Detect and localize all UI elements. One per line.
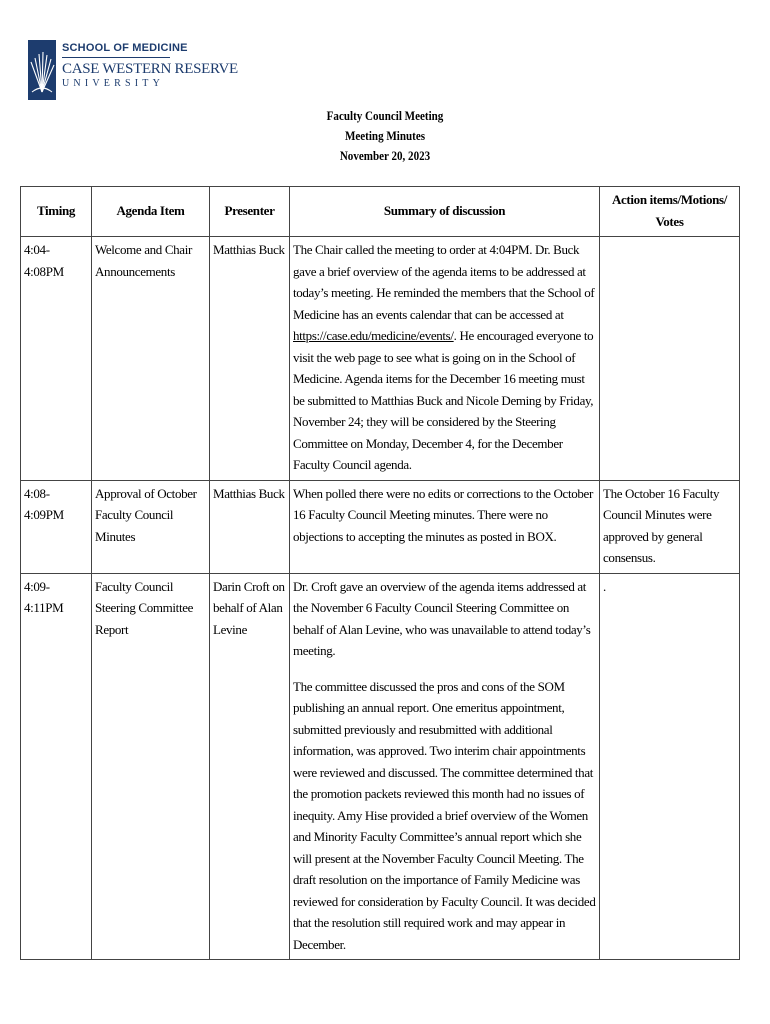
row-summary: When polled there were no edits or corrections to the October 16 Faculty Council Meeting minutes. There were no objections to accepting the minutes as posted in BOX.: [290, 480, 600, 573]
row-summary: [290, 237, 600, 481]
summary-paragraph: The committee discussed the pros and cons of the SOM publishing an annual report. One emeritus appointment, submitted previously and resubmitted with additional information, was approved. Two interim chair appointments were reviewed and discussed. The committee determined that the promotion packets reviewed this month had no issues of inequity. Amy Hise provided a brief overview of the Women and Minority Faculty Committee’s annual report which she will present at the November Faculty Council Meeting. The draft resolution on the importance of Family Medicine was reviewed for consideration by Faculty Council. It was decided that the resolution still required work and may appear in December.: [293, 678, 596, 952]
row-timing: 4:09-4:11PM: [21, 573, 92, 960]
row-summary: [290, 573, 600, 960]
row-timing: 4:04-4:08PM: [21, 237, 92, 481]
logo-school-name: SCHOOL OF MEDICINE: [62, 42, 188, 54]
school-logo: [28, 40, 238, 100]
summary-paragraph: Dr. Croft gave an overview of the agenda items addressed at the November 6 Faculty Council Steering Committee on behalf of Alan Levine, who was unavailable to attend today’s meeting.: [293, 578, 591, 658]
meeting-date: November 20, 2023: [339, 148, 431, 163]
table-row: [21, 237, 740, 481]
row-agenda-item: Faculty Council Steering Committee Report: [92, 573, 210, 960]
header-presenter: Presenter: [210, 187, 290, 237]
row-presenter: Darin Croft on behalf of Alan Levine: [210, 573, 290, 960]
meeting-title: Faculty Council Meeting: [326, 108, 444, 123]
row-action-items: The October 16 Faculty Council Minutes were approved by general consensus.: [600, 480, 740, 573]
document-heading: [0, 106, 770, 166]
table-row: [21, 573, 740, 960]
events-calendar-link[interactable]: https://case.edu/medicine/events/: [293, 328, 454, 343]
row-timing: 4:08-4:09PM: [21, 480, 92, 573]
table-row: [21, 480, 740, 573]
header-action-items: Action items/Motions/ Votes: [600, 187, 740, 237]
row-agenda-item: Welcome and Chair Announcements: [92, 237, 210, 481]
header-timing: Timing: [21, 187, 92, 237]
row-action-items: .: [600, 573, 740, 960]
logo-emblem-icon: [28, 40, 56, 100]
header-summary: Summary of discussion: [290, 187, 600, 237]
header-agenda-item: Agenda Item: [92, 187, 210, 237]
row-presenter: Matthias Buck: [210, 480, 290, 573]
table-header-row: [21, 187, 740, 237]
row-presenter: Matthias Buck: [210, 237, 290, 481]
meeting-subtitle: Meeting Minutes: [344, 128, 426, 143]
logo-university-word: UNIVERSITY: [62, 78, 164, 89]
row-action-items: [600, 237, 740, 481]
minutes-table: [20, 186, 740, 960]
row-agenda-item: Approval of October Faculty Council Minutes: [92, 480, 210, 573]
logo-university-name: CASE WESTERN RESERVE: [62, 61, 238, 77]
summary-text: The Chair called the meeting to order at 4:04PM. Dr. Buck gave a brief overview of the agenda items to be addressed at today’s meeting. He reminded the members that the School of Medicine has an events calendar that can be accessed at: [293, 242, 595, 322]
logo-divider: [62, 57, 170, 58]
summary-text: . He encouraged everyone to visit the web page to see what is going on in the School of Medicine. Agenda items for the December 16 meeting must be submitted to Matthias Buck and Nicole Deming by Friday, November 24; they will be considered by the Steering Committee on Monday, December 4, for the December Faculty Council agenda.: [293, 328, 594, 472]
